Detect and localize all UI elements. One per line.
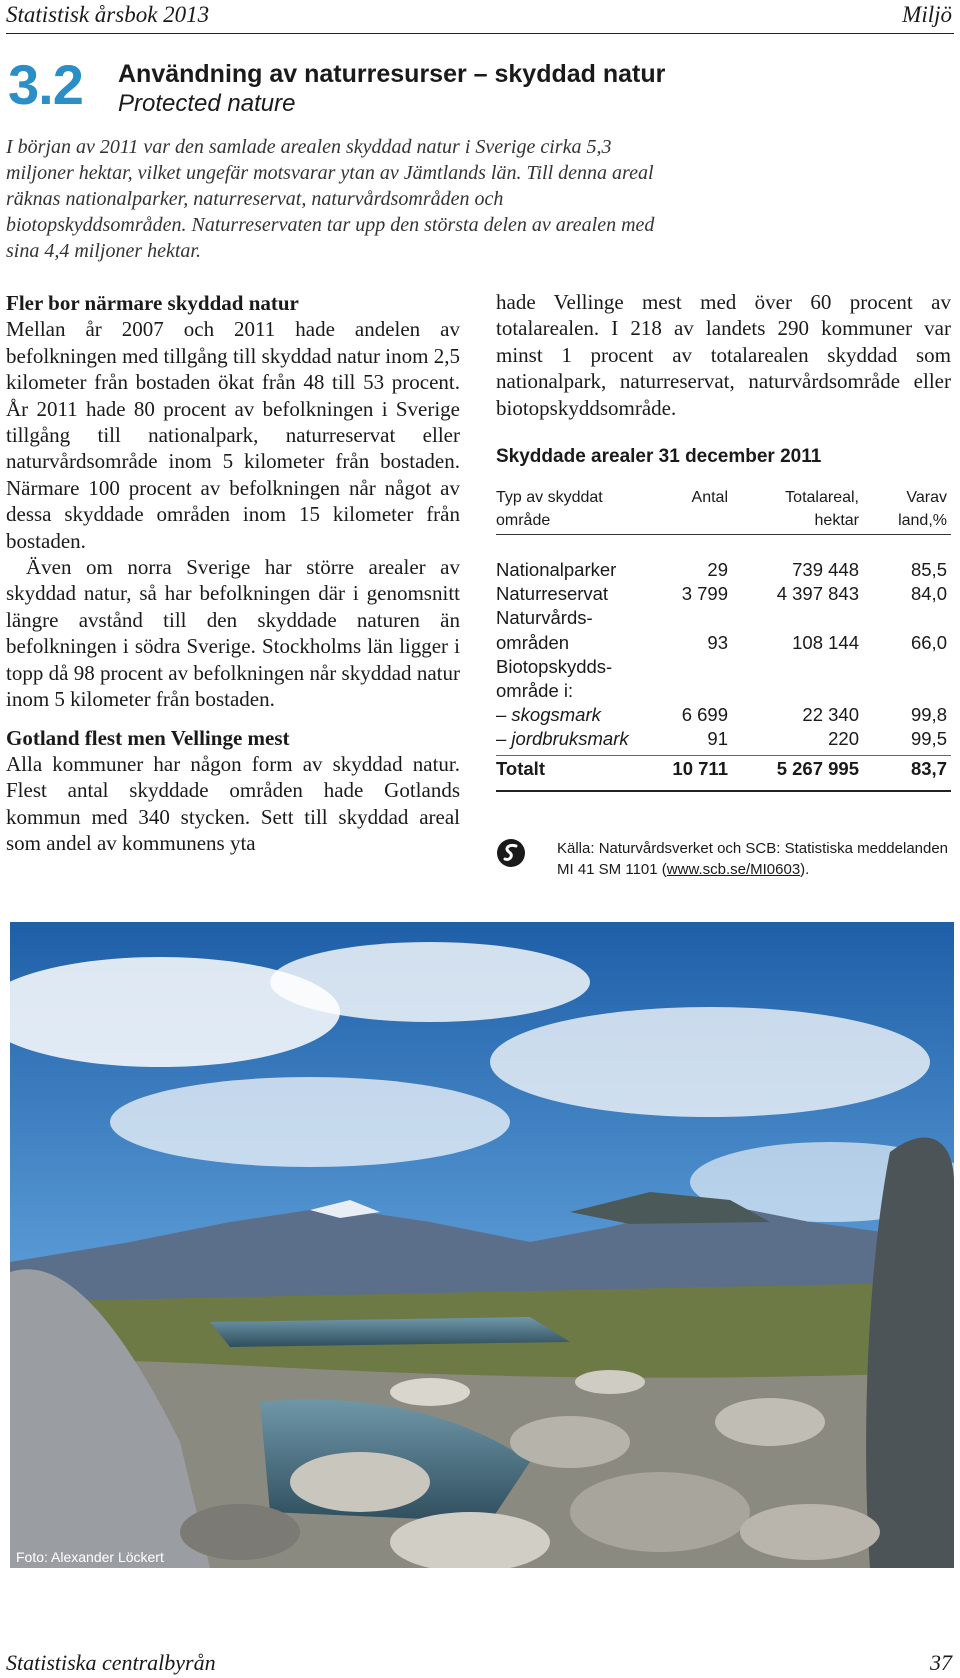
table-row	[496, 656, 951, 680]
header-type: Typ av skyddat område	[496, 489, 603, 529]
source-note: Källa: Naturvårdsverket och SCB: Statistiska meddelanden MI 41 SM 1101 (www.scb.se/MI0603).	[557, 840, 949, 878]
table-header	[496, 484, 951, 532]
heading-closer-nature: Fler bor närmare skyddad natur	[6, 291, 299, 315]
total-count: 10 711	[672, 758, 728, 779]
row-label: – skogsmark	[496, 704, 601, 726]
total-label: Totalt	[496, 758, 545, 779]
table-header-rule	[496, 534, 951, 535]
table-total-row	[496, 758, 951, 782]
paragraph: Mellan år 2007 och 2011 hade andelen av befolkningen med tillgång till skyddad natur inom 2,5 kilometer från bostaden ökat från 48 till 53 procent. År 2011 hade 80 procent av befolkningen i Sverige tillgång till nationalpark, naturreservat eller naturvårdsområde inom 5 kilometer från bostaden. Närmare 100 procent av befolkningen når något av dessa skyddade områden inom 15 kilometer från bostaden.	[6, 317, 460, 553]
scb-logo-icon	[496, 838, 526, 868]
row-label: – jordbruksmark	[496, 728, 629, 750]
row-area: 22 340	[802, 704, 859, 726]
table-row	[496, 728, 951, 752]
chapter-title: Användning av naturresurser – skyddad natur	[118, 60, 666, 88]
row-count: 3 799	[681, 583, 728, 605]
table-row	[496, 559, 951, 583]
table-row	[496, 632, 951, 656]
total-rule	[496, 755, 951, 757]
section-name: Miljö	[902, 2, 952, 27]
footer-publisher: Statistiska centralbyrån	[6, 1650, 216, 1675]
row-label: område i:	[496, 679, 574, 701]
paragraph: Även om norra Sverige har större arealer av skyddad natur, så har befolkningen där i genomsnitt längre avstånd till den skyddade naturen än befolkningen i södra Sverige. Stockholms län ligger i topp då 98 procent av befolkningen når skyddad natur inom 5 kilometer från bostaden.	[6, 555, 460, 712]
row-count: 29	[707, 559, 728, 580]
row-share: 66,0	[910, 631, 947, 653]
row-share: 85,5	[910, 559, 947, 580]
paragraph: Alla kommuner har någon form av skyddad natur. Flest antal skyddade områden hade Gotlands kommun med 340 stycken. Sett till skyddad areal som andel av kommunens yta	[6, 751, 460, 856]
chapter-number: 3.2	[8, 53, 83, 116]
table-bottom-rule	[496, 790, 951, 792]
photo-credit: Foto: Alexander Löckert	[16, 1549, 164, 1565]
header-count: Antal	[691, 489, 728, 506]
protected-areas-table	[496, 484, 951, 792]
total-area: 5 267 995	[776, 758, 859, 779]
row-share: 99,8	[910, 704, 947, 726]
row-count: 6 699	[681, 704, 728, 726]
publication-title: Statistisk årsbok 2013	[6, 2, 210, 27]
table-title: Skyddade arealer 31 december 2011	[496, 446, 822, 467]
lead-paragraph: I början av 2011 var den samlade arealen skyddad natur i Sverige cirka 5,3 miljoner hektar, vilket ungefär motsvarar ytan av Jämtlands län. Till denna areal räknas nationalparker, naturreservat, naturvårdsområden och biotopskyddsområden. Naturreservaten tar upp den största delen av arealen med sina 4,4 miljoner hektar.	[6, 136, 655, 262]
total-share: 83,7	[910, 758, 947, 779]
table-row	[496, 607, 951, 631]
row-area: 4 397 843	[776, 583, 859, 605]
row-area: 108 144	[792, 631, 859, 653]
row-count: 91	[707, 728, 728, 750]
header-rule	[6, 33, 954, 34]
row-area: 220	[828, 728, 859, 750]
table-row	[496, 704, 951, 728]
header-share: Varav land,%	[898, 489, 947, 529]
table-row	[496, 583, 951, 607]
right-column	[496, 289, 951, 421]
row-label: Naturreservat	[496, 583, 609, 605]
row-label: Nationalparker	[496, 559, 617, 580]
row-label: Biotopskydds-	[496, 655, 613, 677]
source-link[interactable]: www.scb.se/MI0603	[666, 861, 801, 878]
chapter-subtitle: Protected nature	[118, 90, 296, 117]
header-area: Totalareal, hektar	[785, 489, 859, 529]
running-header	[0, 0, 960, 40]
row-label: områden	[496, 631, 570, 653]
landscape-photo	[10, 922, 954, 1568]
table-row	[496, 680, 951, 704]
row-share: 99,5	[910, 728, 947, 750]
table-body	[496, 559, 951, 782]
row-area: 739 448	[792, 559, 859, 580]
paragraph: hade Vellinge mest med över 60 procent av totalarealen. I 218 av landets 290 kommuner var minst 1 procent av totalarealen skyddad som nationalpark, naturreservat, naturvårdsområde eller biotopskyddsområde.	[496, 290, 951, 420]
row-count: 93	[707, 631, 728, 653]
heading-gotland-vellinge: Gotland flest men Vellinge mest	[6, 725, 290, 750]
page-number: 37	[930, 1650, 952, 1675]
row-label: Naturvårds-	[496, 607, 593, 629]
row-share: 84,0	[910, 583, 947, 605]
left-column	[6, 290, 460, 857]
